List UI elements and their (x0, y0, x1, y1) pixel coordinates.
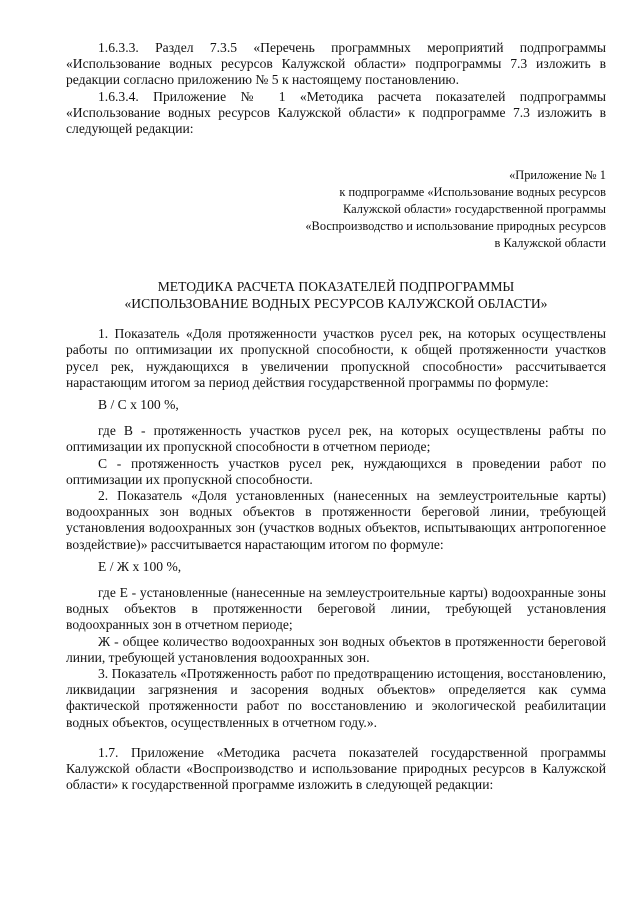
paragraph-1-7: 1.7. Приложение «Методика расчета показателей государственной программы Калужской области «Воспроизводство и использование природных ресурсов в Калужской области» к государственной программе изложить в следующей редакции: (66, 744, 606, 793)
appendix-note (66, 167, 606, 252)
formula-1: В / С х 100 %, (98, 397, 179, 413)
document-title (66, 278, 606, 312)
formula-2: Е / Ж х 100 %, (98, 558, 182, 574)
appendix-line-4: «Воспроизводство и использование природных ресурсов (305, 219, 606, 234)
definition-e: где Е - установленные (нанесенные на землеустроительные карты) водоохранные зоны водных объектов в протяженности береговой линии, требующей установления водоохранных зон в отчетном периоде; (66, 585, 606, 633)
definition-zh: Ж - общее количество водоохранных зон водных объектов в протяженности береговой линии, требующей установления водоохранных зон. (66, 633, 606, 665)
definition-b: где В - протяженность участков русел рек, на которых осуществлены рабты по оптимизации их пропускной способности в отчетном периоде; (66, 423, 606, 455)
definition-c: С - протяженность участков русел рек, нуждающихся в проведении работ по оптимизации их пропускной способности. (66, 455, 606, 487)
paragraph-1-6-3-4: 1.6.3.4. Приложение № 1 «Методика расчета показателей подпрограммы «Использование водных ресурсов Калужской области» к подпрограмме 7.3 изложить в следующей редакции: (66, 88, 606, 137)
title-line-1: МЕТОДИКА РАСЧЕТА ПОКАЗАТЕЛЕЙ ПОДПРОГРАММЫ (157, 279, 515, 295)
indicator-1-paragraph: 1. Показатель «Доля протяженности участков русел рек, на которых осуществлены работы по оптимизации их пропускной способности, к общей протяженности участков русел рек, нуждающихся в увеличении пропускной способности» рассчитывается нарастающим итогом за период действия государственной программы по формуле: (66, 326, 606, 390)
title-line-2: «ИСПОЛЬЗОВАНИЕ ВОДНЫХ РЕСУРСОВ КАЛУЖСКОЙ ОБЛАСТИ» (124, 296, 548, 312)
indicator-2-paragraph: 2. Показатель «Доля установленных (нанесенных на землеустроительные карты) водоохранных зон водных объектов в протяженности береговой линии, требующей установления водоохранных зон (участков водных объектов, испытывающих антропогенное воздействие)» рассчитывается нарастающим итогом по формуле: (66, 488, 606, 552)
appendix-line-3: Калужской области» государственной программы (343, 202, 606, 217)
appendix-line-1: «Приложение № 1 (509, 168, 606, 183)
indicator-3-paragraph: 3. Показатель «Протяженность работ по предотвращению истощения, восстановлению, ликвидации загрязнения и засорения водных объектов» определяется как сумма фактической протяженности работ по восстановлению и экологической реабилитации водных объектов, осуществленных в отчетном году.». (66, 666, 606, 730)
appendix-line-5: в Калужской области (494, 236, 606, 251)
appendix-line-2: к подпрограмме «Использование водных ресурсов (339, 185, 606, 200)
paragraph-1-6-3-3: 1.6.3.3. Раздел 7.3.5 «Перечень программных мероприятий подпрограммы «Использование водных ресурсов Калужской области» подпрограммы 7.3 изложить в редакции согласно приложению № 5 к настоящему постановлению. (66, 40, 606, 88)
